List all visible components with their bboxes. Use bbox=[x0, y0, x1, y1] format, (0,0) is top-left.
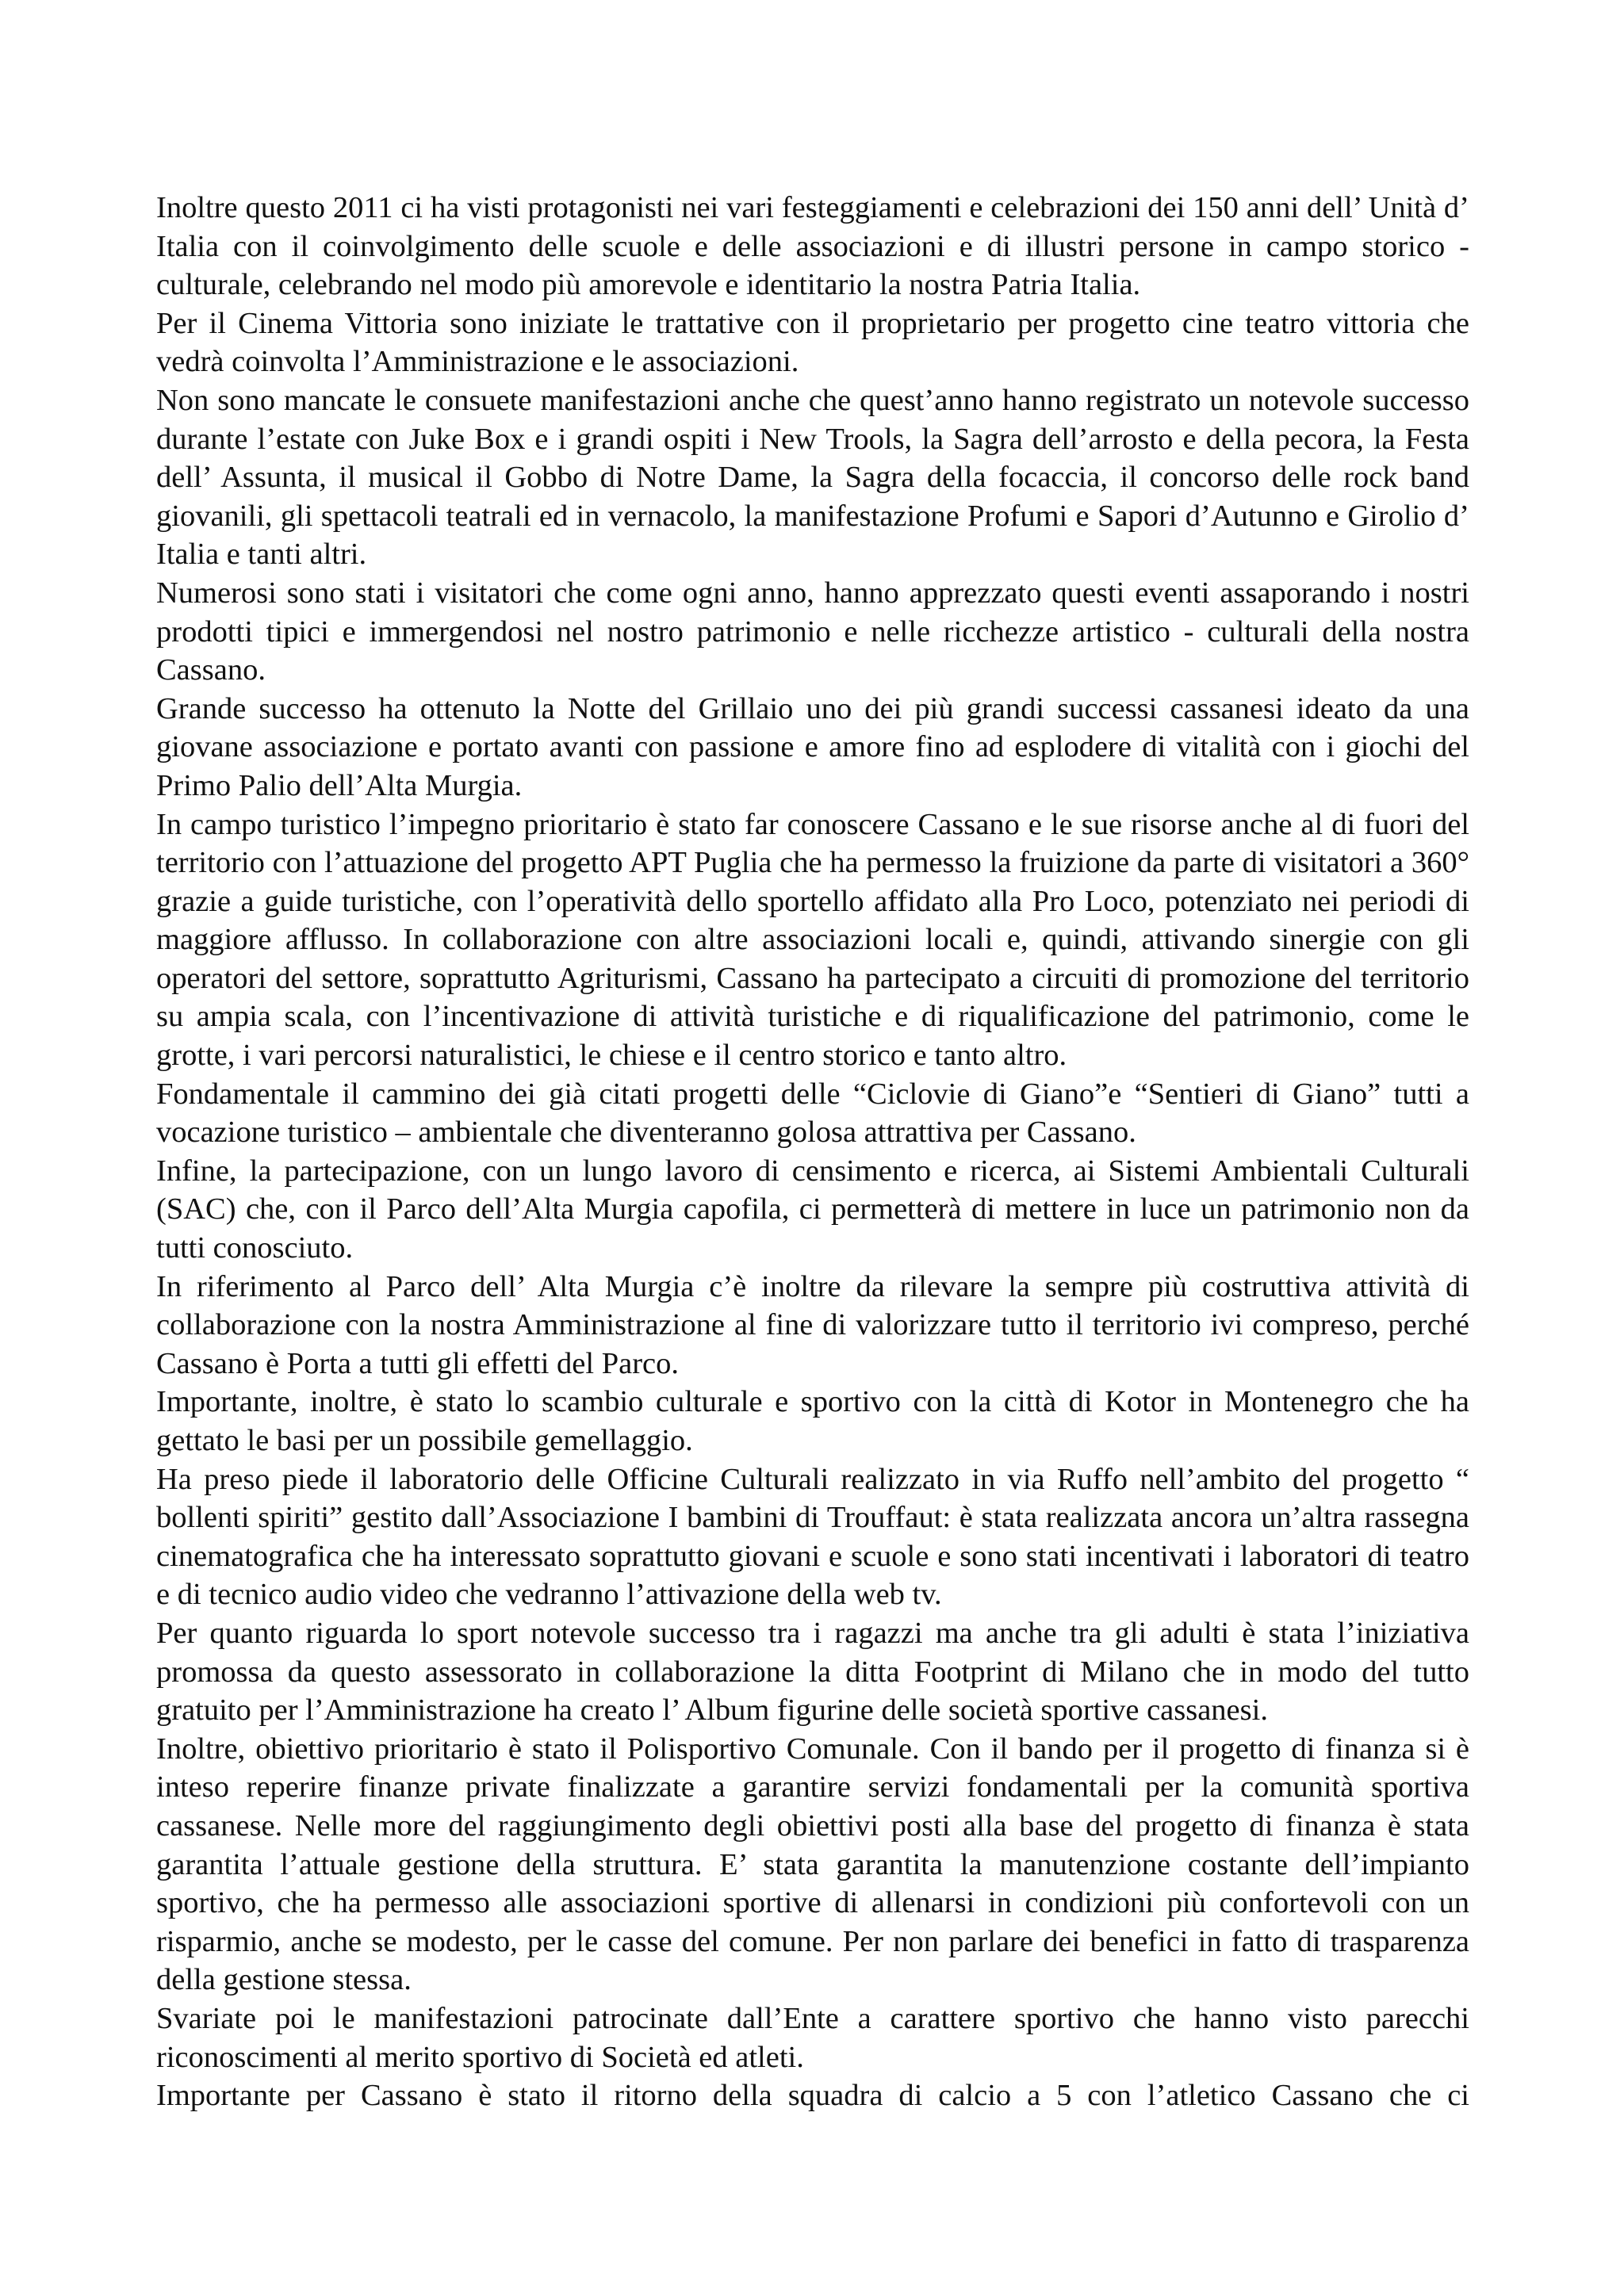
paragraph-polisportivo: Inoltre, obiettivo prioritario è stato il Polisportivo Comunale. Con il bando per il progetto di finanza si è inteso reperire finanze private finalizzate a garantire servizi fondamentali per la comunità sportiva cassanese. Nelle more del raggiungimento degli obiettivi posti alla base del progetto di finanza è stata garantita l’attuale gestione della struttura. E’ stata garantita la manutenzione costante dell’impianto sportivo, che ha permesso alle associazioni sportive di allenarsi in condizioni più confortevoli con un risparmio, anche se modesto, per le casse del comune. Per non parlare dei benefici in fatto di trasparenza della gestione stessa. bbox=[156, 1732, 1469, 1997]
paragraph-parco-alta-murgia: In riferimento al Parco dell’ Alta Murgia c’è inoltre da rilevare la sempre più costruttiva attività di collaborazione con la nostra Amministrazione al fine di valorizzare tutto il territorio ivi compreso, perché Cassano è Porta a tutti gli effetti del Parco. bbox=[156, 1269, 1469, 1380]
paragraph-campo-turistico: In campo turistico l’impegno prioritario è stato far conoscere Cassano e le sue risorse anche al di fuori del territorio con l’attuazione del progetto APT Puglia che ha permesso la fruizione da parte di visitatori a 360° grazie a guide turistiche, con l’operatività dello sportello affidato alla Pro Loco, potenziato nei periodi di maggiore afflusso. In collaborazione con altre associazioni locali e, quindi, attivando sinergie con gli operatori del settore, soprattutto Agriturismi, Cassano ha partecipato a circuiti di promozione del territorio su ampia scala, con l’incentivazione di attività turistiche e di riqualificazione del patrimonio, come le grotte, i vari percorsi naturalistici, le chiese e il centro storico e tanto altro. bbox=[156, 807, 1469, 1073]
paragraph-sac: Infine, la partecipazione, con un lungo lavoro di censimento e ricerca, ai Sistemi Ambientali Culturali (SAC) che, con il Parco dell’Alta Murgia capofila, ci permetterà di mettere in luce un patrimonio non da tutti conosciuto. bbox=[156, 1154, 1469, 1265]
paragraph-ciclovie: Fondamentale il cammino dei già citati progetti delle “Ciclovie di Giano”e “Sentieri di Giano” tutti a vocazione turistico – ambientale che diventeranno golosa attrattiva per Cassano. bbox=[156, 1077, 1469, 1150]
document-page bbox=[156, 189, 1469, 2115]
paragraph-cinema-vittoria: Per il Cinema Vittoria sono iniziate le trattative con il proprietario per progetto cine teatro vittoria che vedrà coinvolta l’Amministrazione e le associazioni. bbox=[156, 306, 1469, 379]
paragraph-notte-del-grillaio: Grande successo ha ottenuto la Notte del Grillaio uno dei più grandi successi cassanesi ideato da una giovane associazione e portato avanti con passione e amore fino ad esplodere di vitalità con i giochi del Primo Palio dell’Alta Murgia. bbox=[156, 691, 1469, 802]
paragraph-150-anni: Inoltre questo 2011 ci ha visti protagonisti nei vari festeggiamenti e celebrazioni dei 150 anni dell’ Unità d’ Italia con il coinvolgimento delle scuole e delle associazioni e di illustri persone in campo storico - culturale, celebrando nel modo più amorevole e identitario la nostra Patria Italia. bbox=[156, 191, 1469, 302]
paragraph-kotor: Importante, inoltre, è stato lo scambio culturale e sportivo con la città di Kotor in Montenegro che ha gettato le basi per un possibile gemellaggio. bbox=[156, 1385, 1469, 1457]
paragraph-manifestazioni-sportive: Svariate poi le manifestazioni patrocinate dall’Ente a carattere sportivo che hanno visto parecchi riconoscimenti al merito sportivo di Società ed atleti. bbox=[156, 2001, 1469, 2074]
paragraph-manifestazioni: Non sono mancate le consuete manifestazioni anche che quest’anno hanno registrato un notevole successo durante l’estate con Juke Box e i grandi ospiti i New Trools, la Sagra dell’arrosto e della pecora, la Festa dell’ Assunta, il musical il Gobbo di Notre Dame, la Sagra della focaccia, il concorso delle rock band giovanili, gli spettacoli teatrali ed in vernacolo, la manifestazione Profumi e Sapori d’Autunno e Girolio d’ Italia e tanti altri. bbox=[156, 383, 1469, 572]
paragraph-officine-culturali: Ha preso piede il laboratorio delle Officine Culturali realizzato in via Ruffo nell’ambito del progetto “ bollenti spiriti” gestito dall’Associazione I bambini di Trouffaut: è stata realizzata ancora un’altra rassegna cinematografica che ha interessato soprattutto giovani e scuole e sono stati incentivati i laboratori di teatro e di tecnico audio video che vedranno l’attivazione della web tv. bbox=[156, 1462, 1469, 1612]
paragraph-sport-album: Per quanto riguarda lo sport notevole successo tra i ragazzi ma anche tra gli adulti è stata l’iniziativa promossa da questo assessorato in collaborazione la ditta Footprint di Milano che in modo del tutto gratuito per l’Amministrazione ha creato l’ Album figurine delle società sportive cassanesi. bbox=[156, 1616, 1469, 1728]
paragraph-visitatori: Numerosi sono stati i visitatori che come ogni anno, hanno apprezzato questi eventi assaporando i nostri prodotti tipici e immergendosi nel nostro patrimonio e nelle ricchezze artistico - culturali della nostra Cassano. bbox=[156, 576, 1469, 687]
paragraph-calcio-a-5: Importante per Cassano è stato il ritorno della squadra di calcio a 5 con l’atletico Cassano che ci bbox=[156, 2079, 1469, 2113]
